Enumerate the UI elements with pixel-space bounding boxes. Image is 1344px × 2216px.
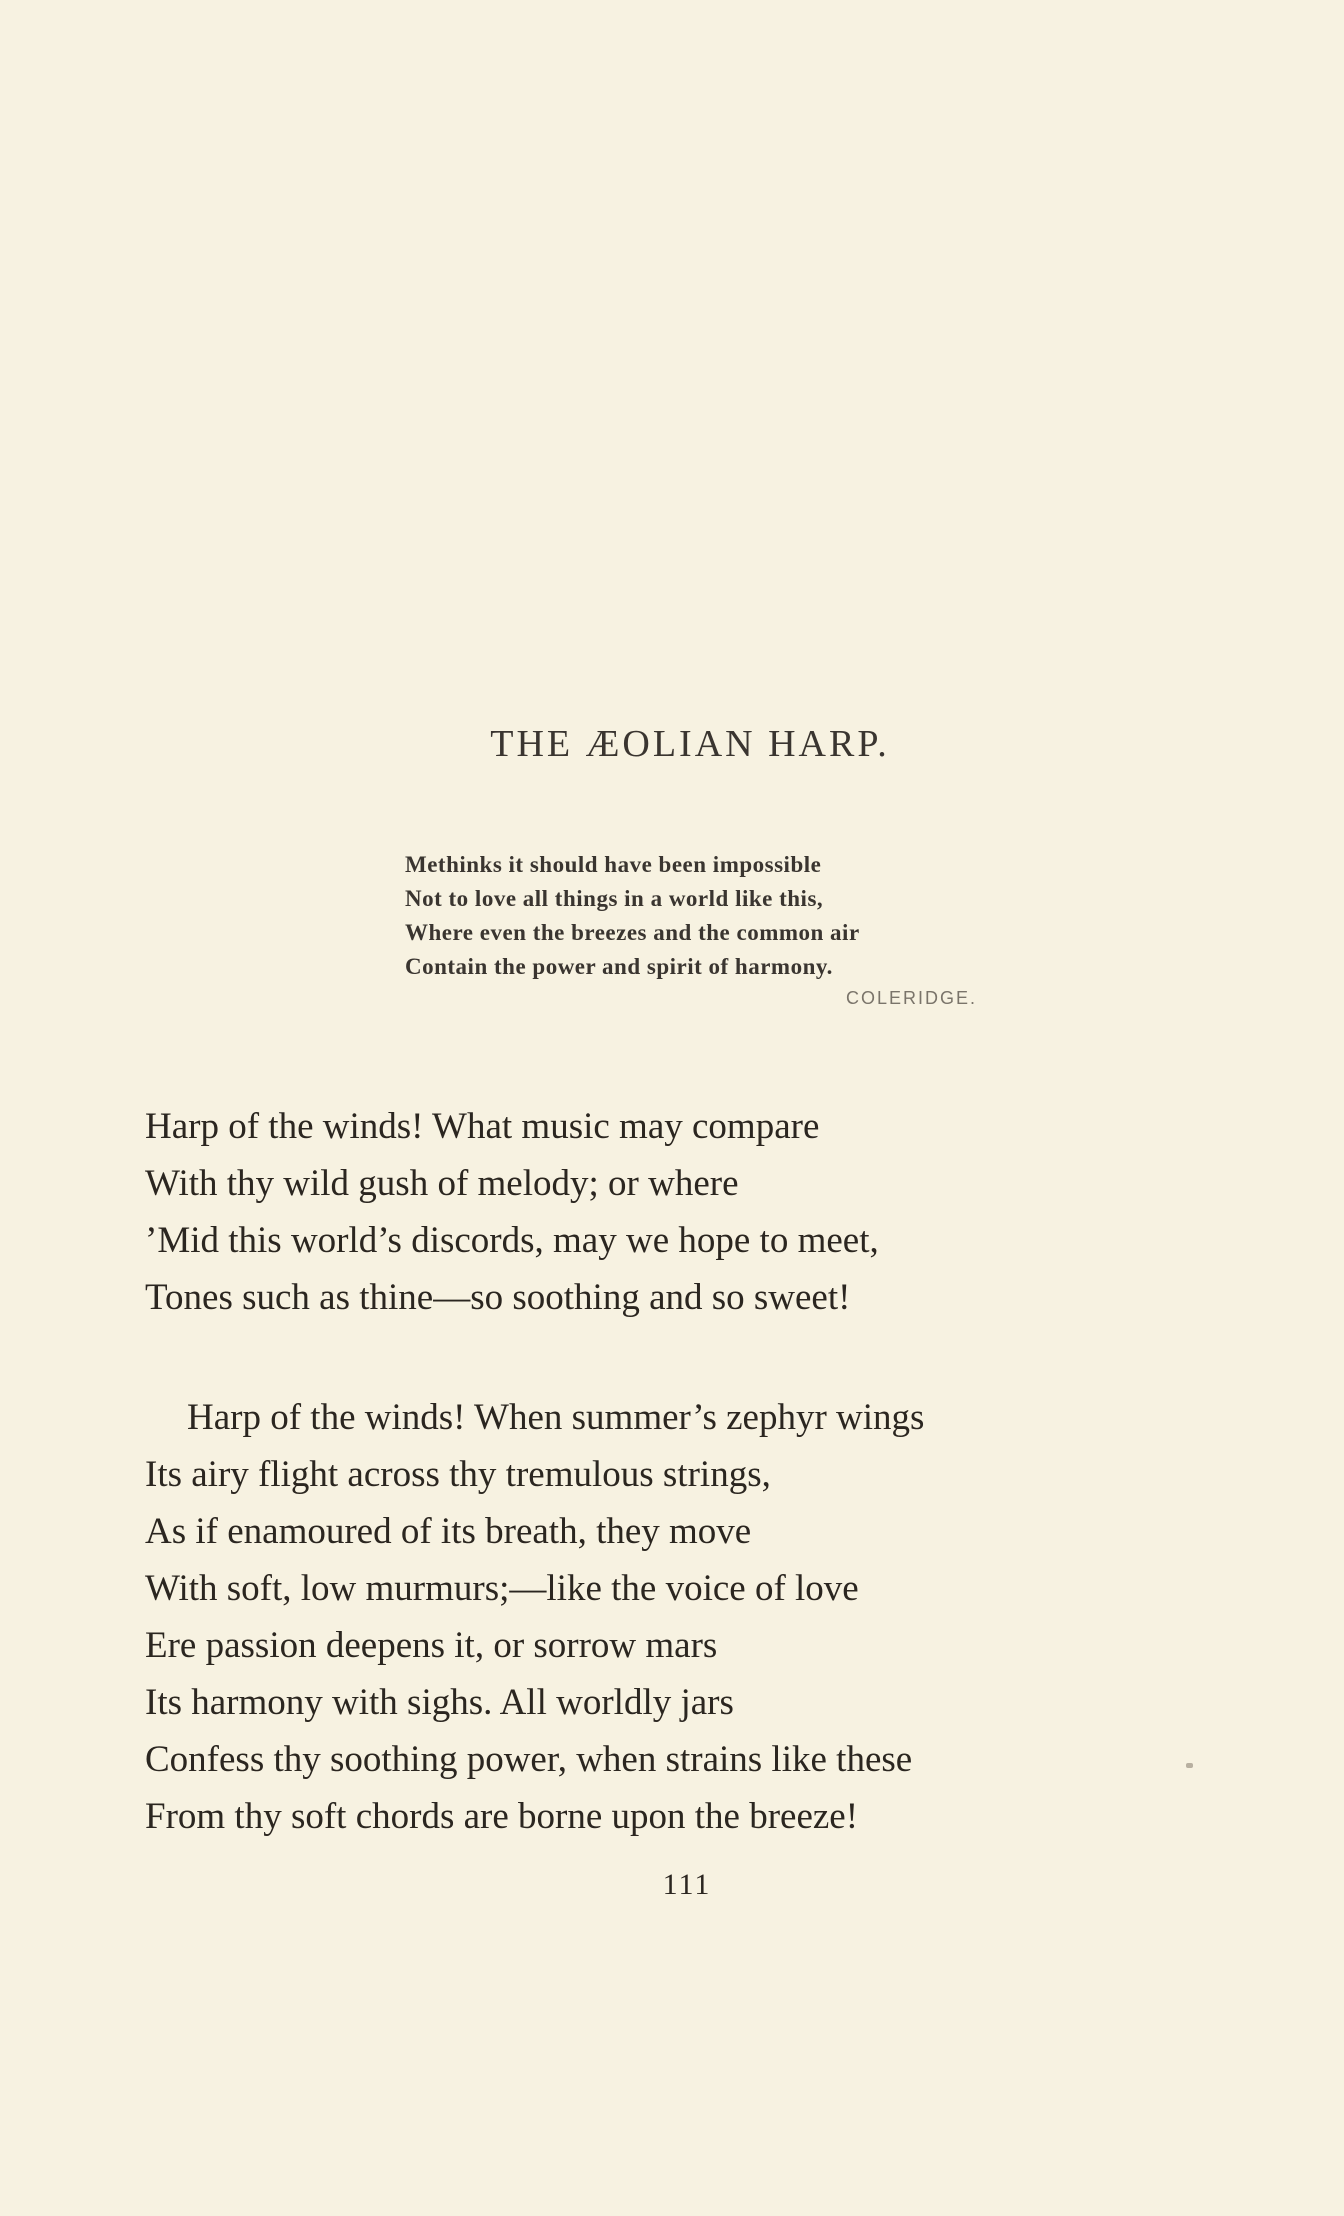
- epigraph-line: Methinks it should have been impossible: [405, 852, 822, 877]
- verse-line: Ere passion deepens it, or sorrow mars: [145, 1625, 718, 1666]
- verse-line: As if enamoured of its breath, they move: [145, 1511, 752, 1552]
- verse-line: Harp of the winds! When summer’s zephyr wings: [187, 1397, 925, 1438]
- epigraph-line: Not to love all things in a world like this,: [405, 886, 824, 911]
- verse-line: With thy wild gush of melody; or where: [145, 1163, 739, 1204]
- stanza-2: [145, 1389, 924, 1845]
- verse-line: ’Mid this world’s discords, may we hope to meet,: [145, 1220, 879, 1261]
- verse-line: With soft, low murmurs;—like the voice of love: [145, 1568, 859, 1609]
- epigraph: [405, 848, 860, 984]
- verse-line: Confess thy soothing power, when strains like these: [145, 1739, 913, 1780]
- verse-line: Harp of the winds! What music may compare: [145, 1106, 820, 1147]
- verse-line: Its harmony with sighs. All worldly jars: [145, 1682, 734, 1723]
- stanza-1: [145, 1098, 879, 1326]
- epigraph-line: Where even the breezes and the common air: [405, 920, 860, 945]
- poem-title: THE ÆOLIAN HARP.: [490, 723, 890, 765]
- page-number: 111: [662, 1868, 712, 1901]
- margin-speck: [1186, 1763, 1193, 1768]
- epigraph-line: Contain the power and spirit of harmony.: [405, 954, 833, 979]
- verse-line: From thy soft chords are borne upon the breeze!: [145, 1796, 859, 1837]
- epigraph-attribution: COLERIDGE.: [846, 988, 978, 1008]
- verse-line: Its airy flight across thy tremulous strings,: [145, 1454, 771, 1495]
- verse-line: Tones such as thine—so soothing and so sweet!: [145, 1277, 851, 1318]
